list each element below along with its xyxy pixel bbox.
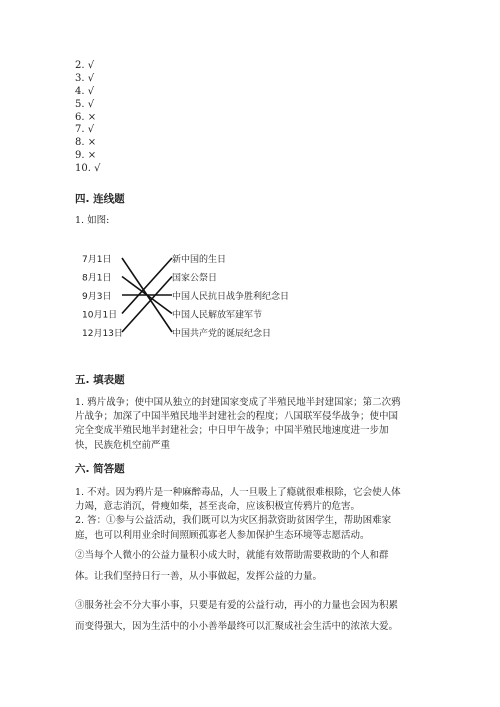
event-label: 国家公祭日 [172, 273, 218, 284]
matching-intro: 1. 如图: [75, 215, 110, 226]
answer-item: 5. √ [75, 98, 95, 110]
text-line: 2. 答：①参与公益活动，我们既可以为灾区捐款资助贫困学生，帮助困难家 [75, 515, 392, 527]
answer-list [75, 60, 100, 176]
event-label: 中国人民解放军建军节 [172, 310, 263, 321]
section-heading-short-answer: 六. 简答题 [75, 463, 125, 475]
text-line: 而变得强大，因为生活中的小小善举最终可以汇聚成社会生活中的浓浓大爱。 [75, 621, 399, 632]
event-label: 中国人民抗日战争胜利纪念日 [172, 292, 290, 302]
event-label: 中国共产党的诞辰纪念日 [172, 329, 272, 339]
answer-item: 9. × [75, 150, 97, 162]
fill-table-answer [75, 396, 435, 453]
short-answer-block [75, 486, 435, 543]
event-label: 新中国的生日 [172, 255, 227, 265]
answer-item: 7. √ [75, 124, 95, 136]
date-label: 9月3日 [82, 292, 112, 302]
date-label: 10月1日 [82, 310, 118, 321]
date-label: 12月13日 [82, 329, 123, 339]
match-lines [122, 258, 172, 332]
text-line: 庭，也可以利用业余时间照顾孤寡老人参加保护生态环境等志愿活动。 [75, 529, 370, 541]
text-line: 1. 鸦片战争；使中国从独立的封建国家变成了半殖民地半封建国家；第二次鸦 [75, 397, 401, 408]
section-heading-matching: 四. 连线题 [75, 193, 125, 205]
date-label: 8月1日 [82, 273, 112, 284]
answer-item: 8. × [75, 137, 97, 149]
text-line: ②当每个人微小的公益力量积小成大时，就能有效帮助需要救助的个人和群 [75, 550, 389, 561]
text-line: ③服务社会不分大事小事，只要是有爱的公益行动，再小的力量也会因为积累 [75, 600, 399, 611]
answer-item: 4. √ [75, 85, 95, 97]
answer-item: 10. √ [75, 163, 101, 175]
text-line: 片战争；加深了中国半殖民地半封建社会的程度；八国联军侵华战争；使中国 [75, 411, 399, 423]
text-line: 力竭，意志消沉，骨瘦如柴，甚至丧命，应该积极宣传鸦片的危害。 [75, 501, 361, 513]
date-label: 7月1日 [82, 255, 112, 265]
text-line: 体。让我们坚持日行一善，从小事做起，发挥公益的力量。 [75, 571, 323, 582]
matching-diagram [80, 250, 340, 350]
section-heading-fill-table: 五. 填表题 [75, 374, 125, 386]
short-answer-block [75, 595, 435, 637]
text-line: 1. 不对。因为鸦片是一种麻醉毒品，人一旦吸上了瘾就很难根除，它会使人体 [75, 487, 401, 498]
short-answer-block [75, 545, 435, 587]
answer-item: 2. √ [75, 60, 95, 71]
text-line: 快，民族危机空前严重 [75, 439, 171, 451]
answer-item: 6. × [75, 111, 97, 123]
answer-item: 3. √ [75, 72, 95, 84]
text-line: 完全变成半殖民地半封建社会；中日甲午战争；中国半殖民地速度进一步加 [75, 425, 389, 437]
